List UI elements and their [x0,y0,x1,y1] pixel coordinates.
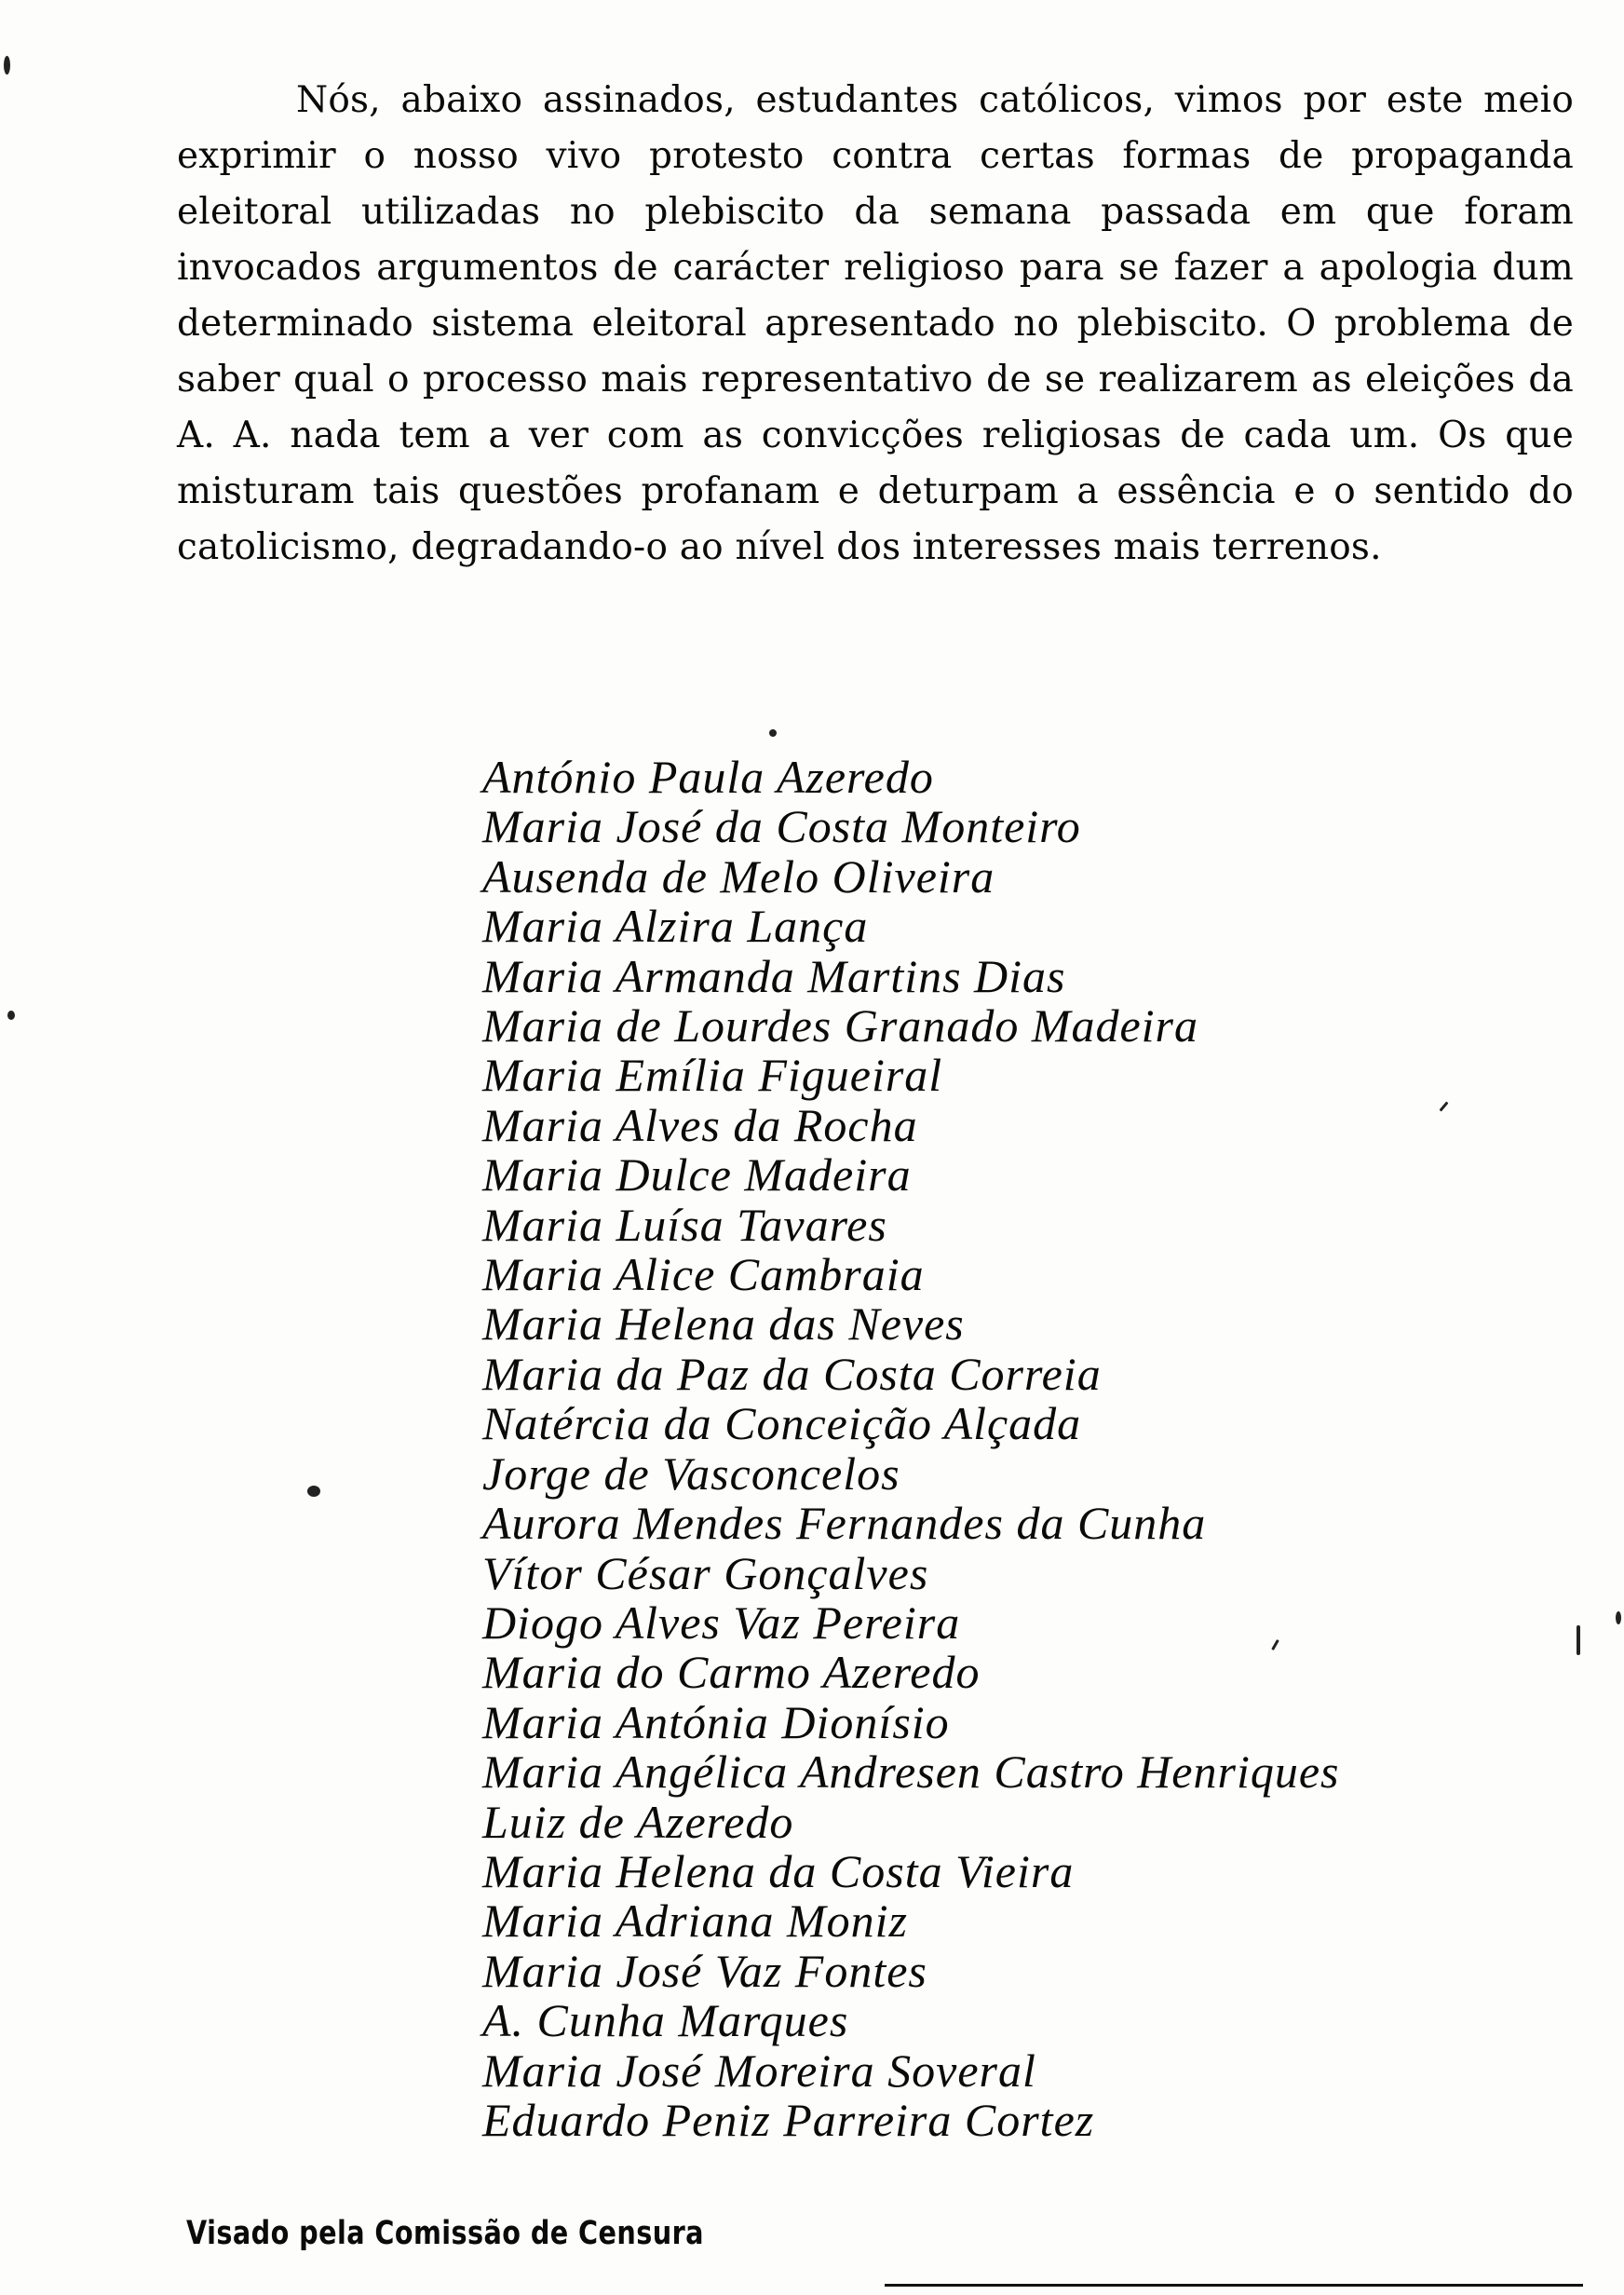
protest-paragraph: Nós, abaixo assinados, estudantes católicos, vimos por este meio exprimir o nosso vivo protesto contra certas formas de propaganda eleitoral utilizadas no plebiscito da semana passada em que foram invocados argumentos de carácter religioso para se fazer a apologia dum determinado sistema eleitoral apresentado no plebiscito. O problema de saber qual o processo mais representativo de se realizarem as eleições da A. A. nada tem a ver com as convicções religiosas de cada um. Os que misturam tais questões profanam e deturpam a essência e o sentido do catolicismo, degradando-o ao nível dos interesses mais terrenos. [177,79,1574,568]
signatory-name: Maria José Moreira Soveral [482,2044,1036,2097]
signatory-name: Maria Alzira Lança [482,900,869,953]
signatory-name: Maria Angélica Andresen Castro Henriques [482,1745,1340,1799]
signatory-name: Natércia da Conceição Alçada [482,1397,1082,1450]
bottom-rule [885,2284,1583,2287]
signatory-name: Maria da Paz da Costa Correia [482,1347,1102,1400]
scan-speck [1577,1625,1580,1655]
signatory-list [482,753,1340,2145]
scan-speck [769,729,777,737]
signatory-name: Maria Alice Cambraia [482,1248,925,1301]
signatory-name: Maria Dulce Madeira [482,1148,912,1202]
signatory-name: Maria Alves da Rocha [482,1098,918,1151]
signatory-name: Jorge de Vasconcelos [482,1446,900,1500]
scan-speck [307,1486,320,1497]
signatory-name: Luiz de Azeredo [482,1795,794,1848]
signatory-name: Maria Armanda Martins Dias [482,949,1066,1002]
signatory-name: Maria José da Costa Monteiro [482,800,1081,853]
scan-speck [4,56,10,75]
signatory-name: Diogo Alves Vaz Pereira [482,1596,961,1649]
signatory-name: Maria Helena da Costa Vieira [482,1844,1075,1897]
censorship-stamp: Visado pela Comissão de Censura [186,2215,704,2252]
signatory-name: Maria José Vaz Fontes [482,1944,927,1997]
scan-speck [1616,1611,1621,1624]
scan-speck [7,1011,15,1020]
signatory-name: Maria Emília Figueiral [482,1049,943,1102]
signatory-name: Maria Antónia Dionísio [482,1695,950,1748]
signatory-name: Vítor César Gonçalves [482,1546,929,1599]
signatory-name: A. Cunha Marques [482,1994,849,2047]
signatory-name: Aurora Mendes Fernandes da Cunha [482,1497,1207,1550]
signatory-name: Ausenda de Melo Oliveira [482,849,995,903]
signatory-name: Maria de Lourdes Granado Madeira [482,999,1199,1052]
signatory-name: António Paula Azeredo [482,751,934,803]
signatory-name: Maria Adriana Moniz [482,1894,908,1948]
signatory-name: Maria Luísa Tavares [482,1198,887,1251]
scan-speck [1439,1101,1448,1111]
signatory-name: Maria do Carmo Azeredo [482,1646,981,1699]
signatory-name: Eduardo Peniz Parreira Cortez [482,2093,1095,2146]
signatory-name: Maria Helena das Neves [482,1297,965,1351]
